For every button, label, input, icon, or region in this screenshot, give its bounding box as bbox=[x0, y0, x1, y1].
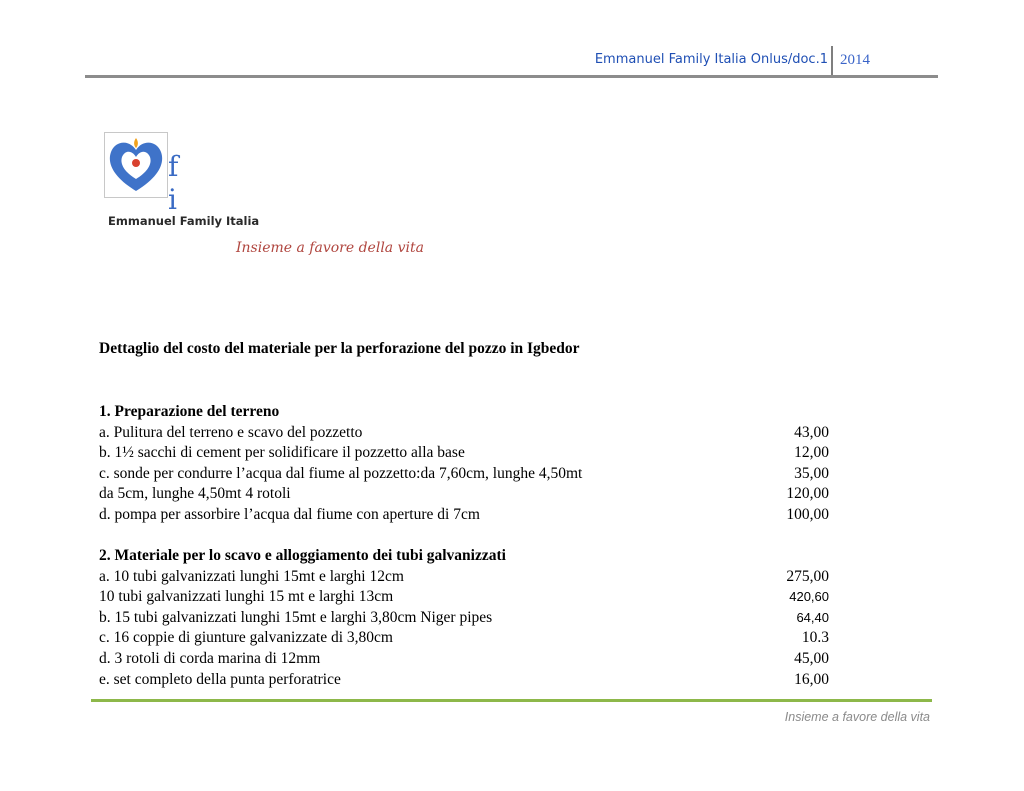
section-heading: 1. Preparazione del terreno bbox=[99, 403, 280, 420]
cost-description: a. 10 tubi galvanizzati lunghi 15mt e larghi 12cm bbox=[99, 567, 404, 585]
cost-line bbox=[99, 608, 829, 629]
cost-line bbox=[99, 464, 829, 485]
cost-description: a. Pulitura del terreno e scavo del pozzetto bbox=[99, 423, 363, 441]
cost-description: b. 1½ sacchi di cement per solidificare il pozzetto alla base bbox=[99, 444, 465, 462]
cost-amount: 16,00 bbox=[794, 670, 829, 688]
heart-logo-icon bbox=[104, 132, 168, 198]
cost-description: e. set completo della punta perforatrice bbox=[99, 670, 341, 688]
cost-amount: 100,00 bbox=[786, 505, 829, 523]
cost-description: d. pompa per assorbire l’acqua dal fiume con aperture di 7cm bbox=[99, 505, 480, 523]
header-year: 2014 bbox=[840, 52, 870, 68]
cost-amount: 35,00 bbox=[794, 464, 829, 482]
cost-description: 10 tubi galvanizzati lunghi 15 mt e larghi 13cm bbox=[99, 588, 394, 606]
cost-line bbox=[99, 443, 829, 464]
logo bbox=[104, 132, 204, 216]
cost-line bbox=[99, 670, 829, 691]
cost-amount: 64,40 bbox=[796, 609, 829, 625]
cost-amount: 43,00 bbox=[794, 423, 829, 441]
logo-name: Emmanuel Family Italia bbox=[108, 214, 260, 228]
cost-line bbox=[99, 649, 829, 670]
cost-description: c. 16 coppie di giunture galvanizzate di 3,80cm bbox=[99, 629, 393, 647]
section-materiale bbox=[99, 546, 829, 690]
cost-line bbox=[99, 567, 829, 588]
cost-description: da 5cm, lunghe 4,50mt 4 rotoli bbox=[99, 485, 291, 503]
cost-line bbox=[99, 423, 829, 444]
cost-description: b. 15 tubi galvanizzati lunghi 15mt e larghi 3,80cm Niger pipes bbox=[99, 608, 493, 626]
footer-rule bbox=[91, 699, 932, 702]
document-title: Dettaglio del costo del materiale per la perforazione del pozzo in Igbedor bbox=[99, 340, 580, 357]
header-rule bbox=[85, 75, 938, 78]
cost-line bbox=[99, 587, 829, 608]
footer-tagline: Insieme a favore della vita bbox=[784, 710, 930, 724]
header-org-doc: Emmanuel Family Italia Onlus/doc.1 bbox=[594, 52, 828, 67]
cost-line bbox=[99, 628, 829, 649]
cost-description: d. 3 rotoli di corda marina di 12mm bbox=[99, 649, 321, 667]
section-heading: 2. Materiale per lo scavo e alloggiamento dei tubi galvanizzati bbox=[99, 547, 506, 564]
header-divider bbox=[831, 46, 833, 76]
logo-tagline: Insieme a favore della vita bbox=[236, 240, 424, 256]
logo-letters: f i bbox=[168, 150, 185, 216]
cost-amount: 420,60 bbox=[789, 589, 829, 605]
cost-amount: 120,00 bbox=[786, 485, 829, 503]
cost-line bbox=[99, 505, 829, 526]
cost-line bbox=[99, 484, 829, 505]
cost-amount: 45,00 bbox=[794, 649, 829, 667]
cost-amount: 10.3 bbox=[801, 629, 829, 647]
section-preparazione bbox=[99, 402, 829, 526]
cost-description: c. sonde per condurre l’acqua dal fiume al pozzetto:da 7,60cm, lunghe 4,50mt bbox=[99, 464, 583, 482]
cost-amount: 275,00 bbox=[786, 567, 829, 585]
cost-amount: 12,00 bbox=[794, 444, 829, 462]
